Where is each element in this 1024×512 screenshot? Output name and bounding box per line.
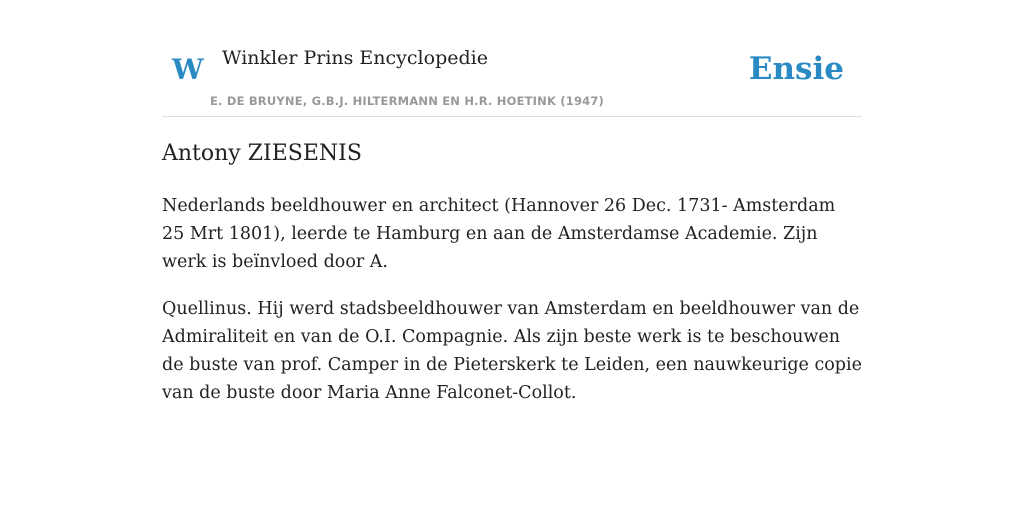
entry-paragraph: Nederlands beeldhouwer en architect (Hannover 26 Dec. 1731- Amsterdam 25 Mrt 1801), leerde te Hamburg en aan de Amsterdamse Academie. Zijn werk is beïnvloed door A. [162,196,836,272]
page-content [162,0,862,403]
entry-body [162,192,862,426]
source-header [162,0,862,117]
entry-title: Antony ZIESENIS [162,141,362,166]
ensie-logo-link[interactable]: Ensie [748,51,844,87]
book-title[interactable]: Winkler Prins Encyclopedie [222,47,488,69]
encyclopedia-logo[interactable]: W [172,53,204,86]
book-authors: E. DE BRUYNE, G.B.J. HILTERMANN EN H.R. HOETINK (1947) [210,94,605,108]
entry-paragraph: Quellinus. Hij werd stadsbeeldhouwer van Amsterdam en beeldhouwer van de Admiraliteit en van de O.I. Compagnie. Als zijn beste werk is te beschouwen de buste van prof. Camper in de Pieterskerk te Leiden, een nauwkeurige copie van de buste door Maria Anne Falconet-Collot. [162,299,862,403]
